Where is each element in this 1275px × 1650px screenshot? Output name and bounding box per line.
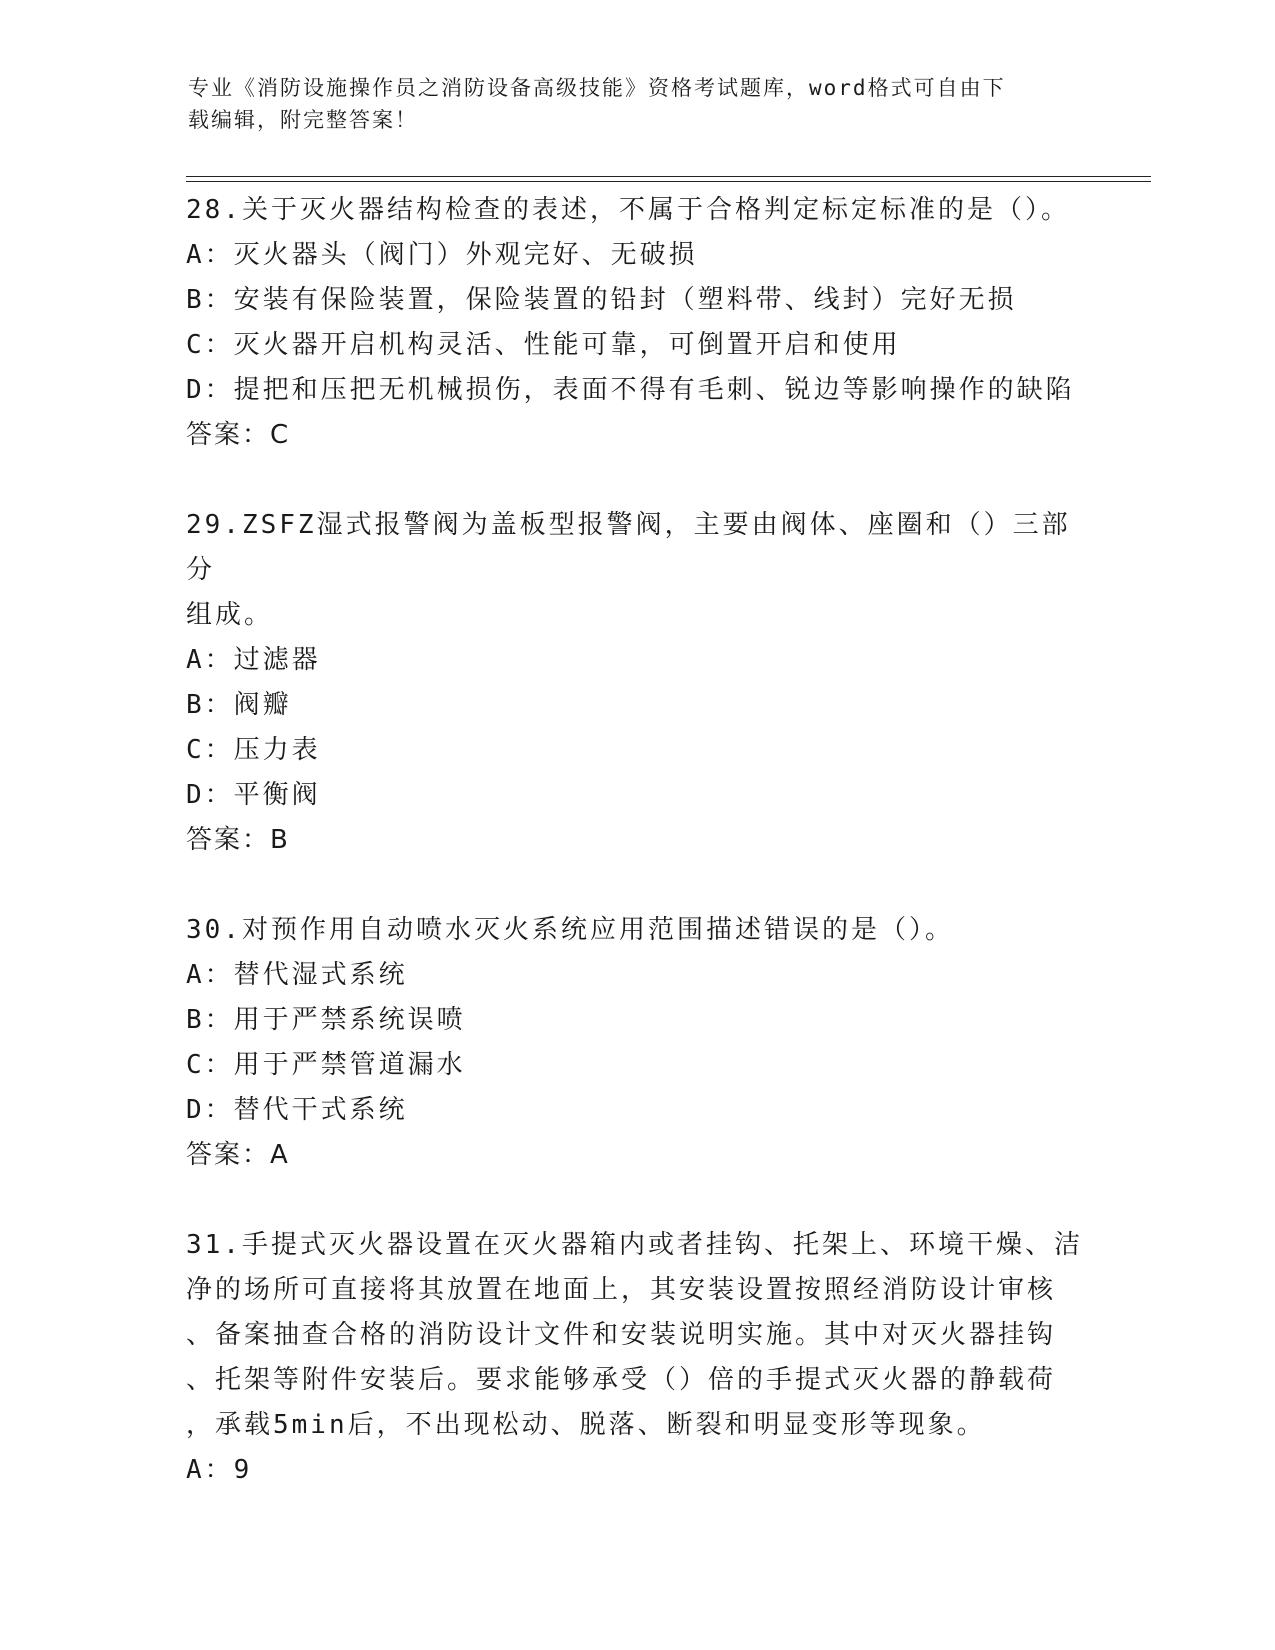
question-28 (186, 188, 1086, 458)
question-text: 组成。 (186, 600, 274, 630)
option-d: D：提把和压把无机械损伤，表面不得有毛刺、锐边等影响操作的缺陷 (186, 375, 1075, 405)
header-rule-bottom (186, 181, 1151, 182)
answer: 答案：B (186, 825, 290, 855)
question-list (186, 188, 1086, 1538)
option-c: C：用于严禁管道漏水 (186, 1050, 466, 1080)
answer: 答案：A (186, 1140, 290, 1170)
option-d: D：替代干式系统 (186, 1095, 408, 1125)
question-30 (186, 908, 1086, 1178)
option-d: D：平衡阀 (186, 780, 321, 810)
option-a: A：过滤器 (186, 645, 321, 675)
question-text: ，承载5min后，不出现松动、脱落、断裂和明显变形等现象。 (186, 1410, 986, 1440)
question-text: 30.对预作用自动喷水灭火系统应用范围描述错误的是（）。 (186, 915, 954, 945)
option-a: A：替代湿式系统 (186, 960, 408, 990)
option-b: B：安装有保险装置，保险装置的铅封（塑料带、线封）完好无损 (186, 285, 1017, 315)
question-31 (186, 1223, 1086, 1493)
header-line-2: 载编辑，附完整答案！ (188, 108, 418, 132)
question-text: 28.关于灭火器结构检查的表述，不属于合格判定标定标准的是（）。 (186, 195, 1070, 225)
option-c: C：灭火器开启机构灵活、性能可靠，可倒置开启和使用 (186, 330, 901, 360)
option-c: C：压力表 (186, 735, 321, 765)
answer: 答案：C (186, 420, 291, 450)
document-header (188, 72, 1068, 136)
question-text: 、托架等附件安装后。要求能够承受（）倍的手提式灭火器的静载荷 (186, 1365, 1057, 1395)
question-29 (186, 503, 1086, 863)
option-b: B：阀瓣 (186, 690, 292, 720)
question-text: 29.ZSFZ湿式报警阀为盖板型报警阀，主要由阀体、座圈和（）三部分 (186, 510, 1071, 585)
option-b: B：用于严禁系统误喷 (186, 1005, 466, 1035)
header-rule-top (186, 176, 1151, 177)
question-text: 31.手提式灭火器设置在灭火器箱内或者挂钩、托架上、环境干燥、洁 (186, 1230, 1083, 1260)
option-a: A：灭火器头（阀门）外观完好、无破损 (186, 240, 698, 270)
header-line-1: 专业《消防设施操作员之消防设备高级技能》资格考试题库，word格式可自由下 (188, 76, 1006, 100)
question-text: 净的场所可直接将其放置在地面上，其安装设置按照经消防设计审核 (186, 1275, 1057, 1305)
question-text: 、备案抽查合格的消防设计文件和安装说明实施。其中对灭火器挂钩 (186, 1320, 1057, 1350)
option-a: A：9 (186, 1455, 253, 1485)
